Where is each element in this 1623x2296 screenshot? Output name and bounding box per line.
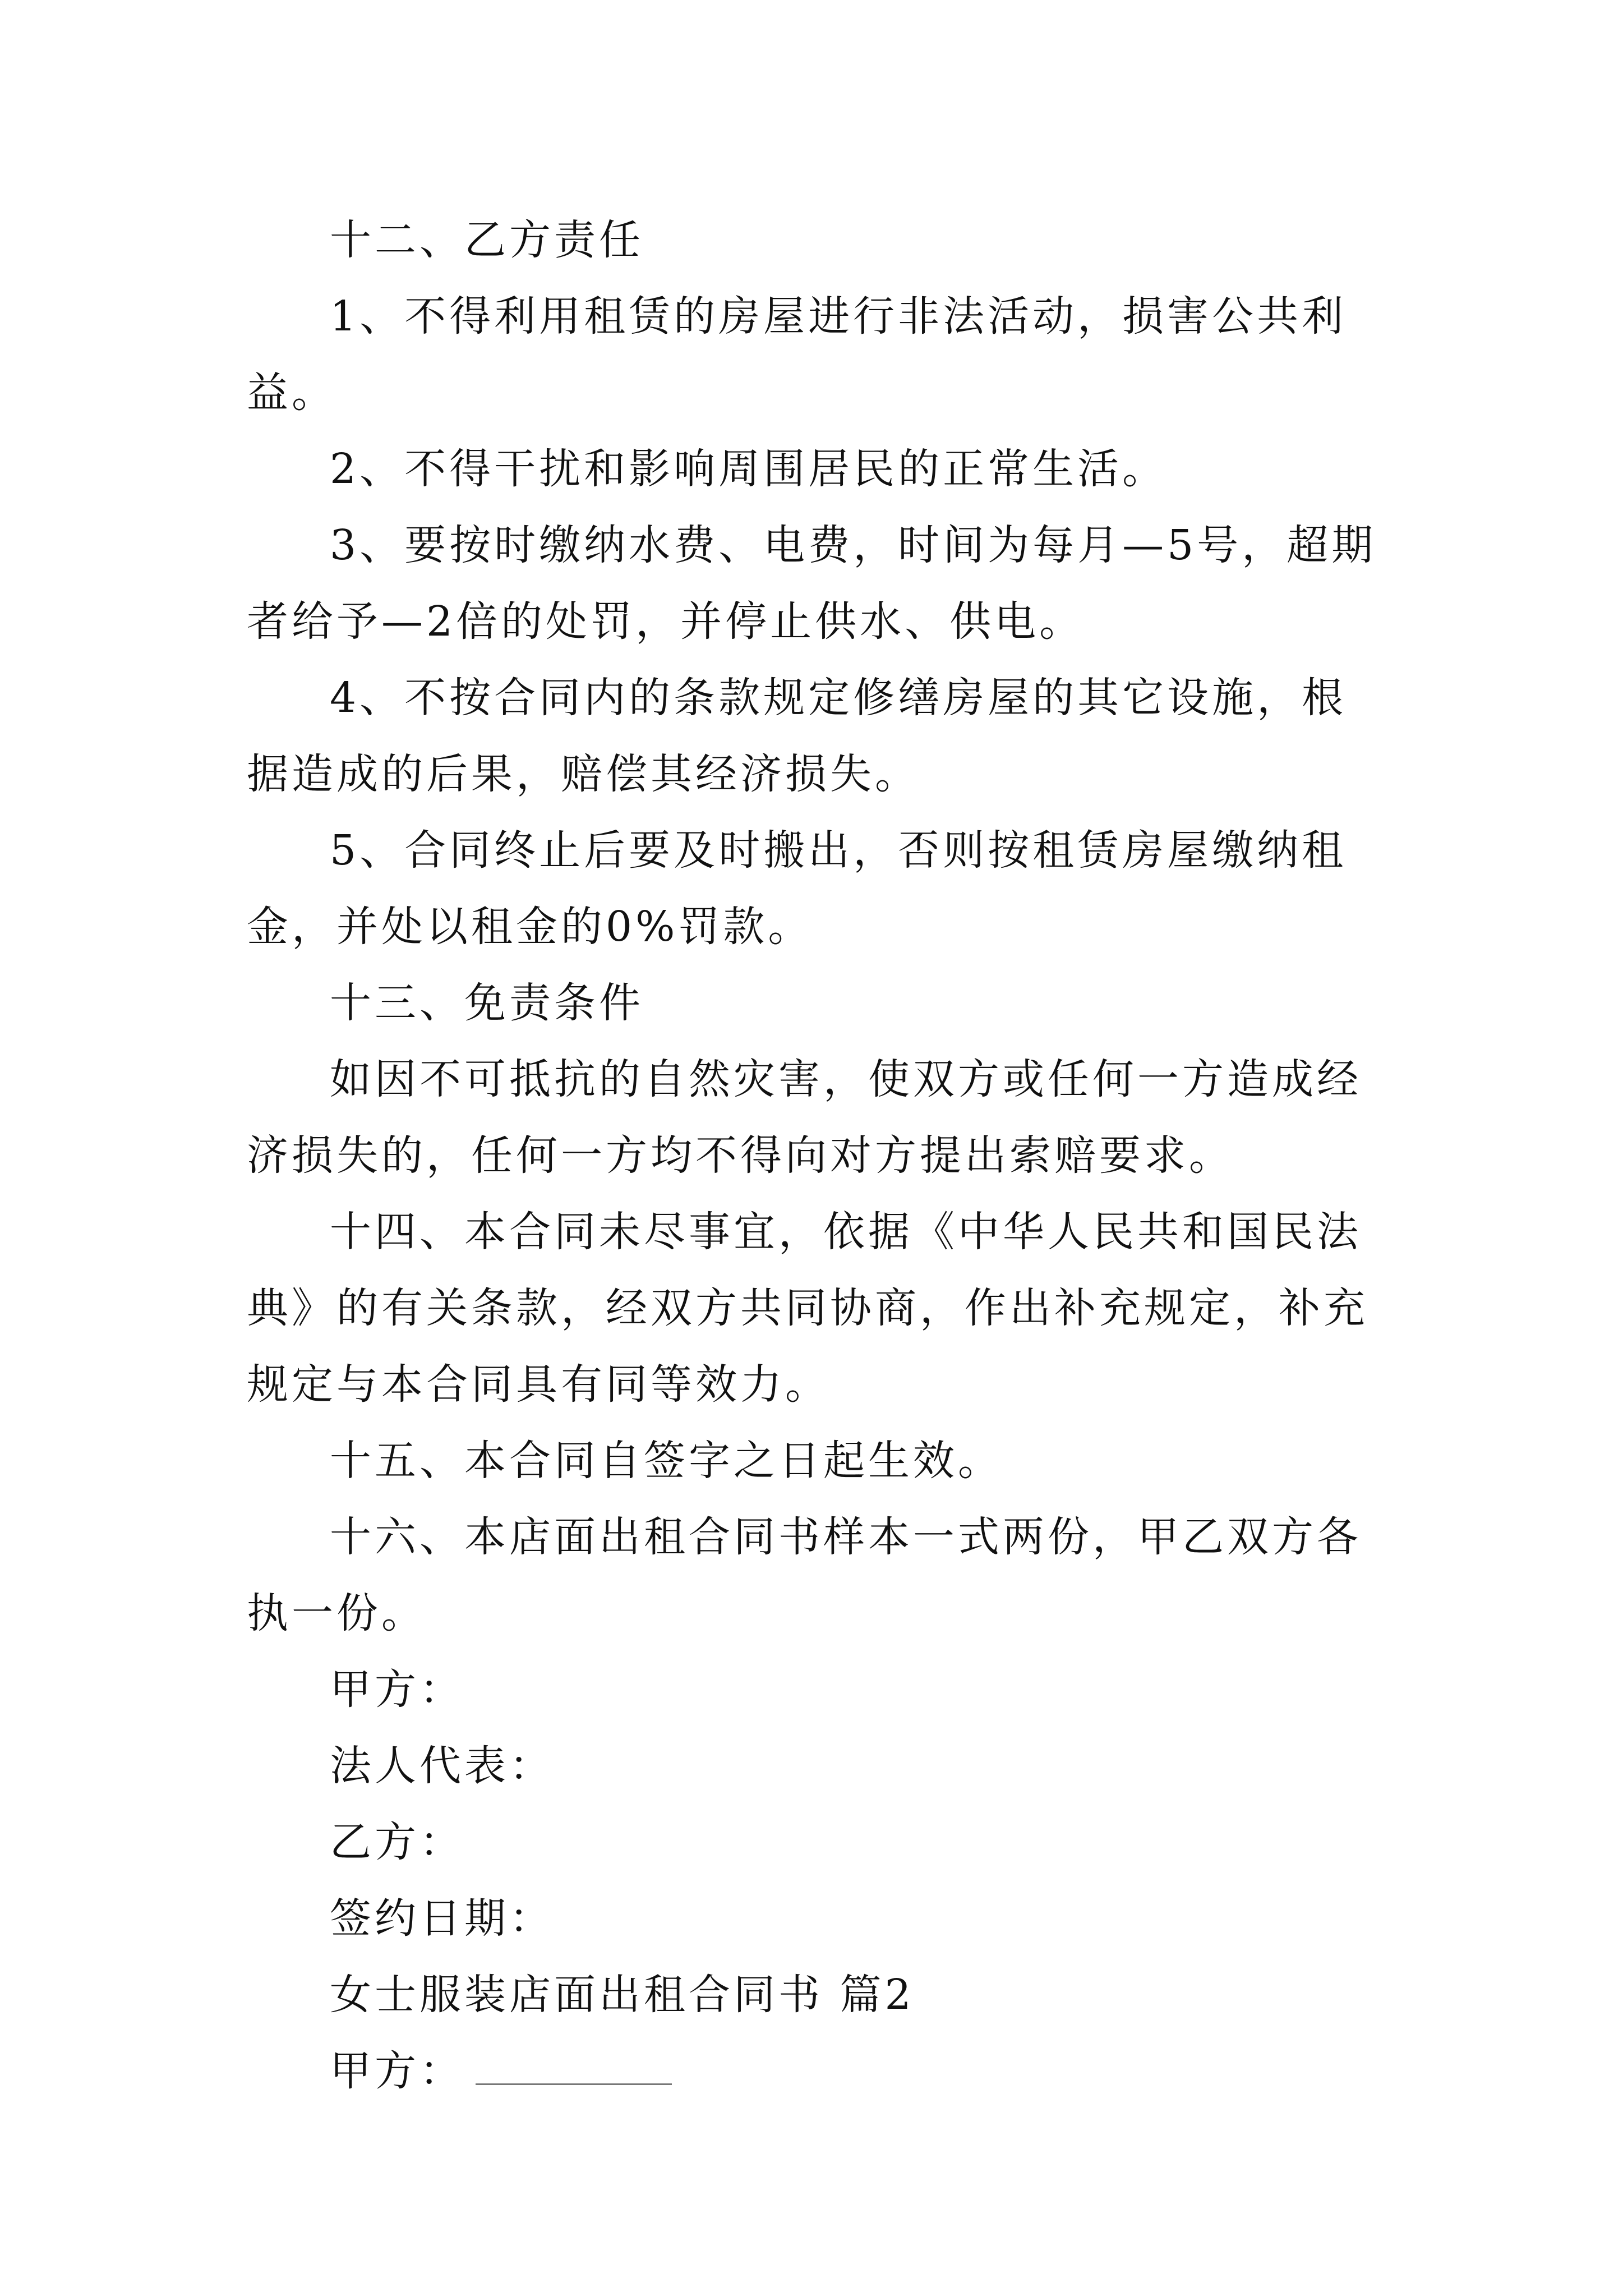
paragraph-5: 4、不按合同内的条款规定修缮房屋的其它设施，根据造成的后果，赔偿其经济损失。 xyxy=(247,674,1347,798)
paragraph-1: 十二、乙方责任 xyxy=(330,216,644,264)
party-b-label: 乙方： xyxy=(330,1818,464,1866)
signature-blank-line xyxy=(476,2049,672,2085)
paragraph-7: 十三、免责条件 xyxy=(330,979,644,1027)
paragraph-4: 3、要按时缴纳水费、电费，时间为每月—5号，超期者给予—2倍的处罚，并停止供水、供电。 xyxy=(247,521,1377,646)
section-title-part-2: 女士服装店面出租合同书 篇2 xyxy=(330,1971,915,2019)
paragraph-8: 如因不可抵抗的自然灾害，使双方或任何一方造成经济损失的，任何一方均不得向对方提出索赔要求。 xyxy=(247,1055,1362,1180)
document-content xyxy=(247,202,1391,2109)
paragraph-11: 十六、本店面出租合同书样本一式两份，甲乙双方各执一份。 xyxy=(247,1513,1362,1637)
paragraph-9: 十四、本合同未尽事宜，依据《中华人民共和国民法典》的有关条款，经双方共同协商，作出补充规定，补充规定与本合同具有同等效力。 xyxy=(247,1208,1368,1409)
paragraph-2: 1、不得利用租赁的房屋进行非法活动，损害公共利益。 xyxy=(247,292,1347,417)
party-a-label: 甲方： xyxy=(330,1665,464,1714)
paragraph-10: 十五、本合同自签字之日起生效。 xyxy=(330,1437,1003,1485)
legal-representative-label: 法人代表： xyxy=(330,1742,554,1790)
paragraph-3: 2、不得干扰和影响周围居民的正常生活。 xyxy=(330,445,1168,493)
party-a-line xyxy=(247,2033,1391,2109)
paragraph-6: 5、合同终止后要及时搬出，否则按租赁房屋缴纳租金，并处以租金的0%罚款。 xyxy=(247,826,1347,951)
party-a-line-label: 甲方： xyxy=(330,2047,464,2095)
signing-date-label: 签约日期： xyxy=(330,1894,554,1943)
